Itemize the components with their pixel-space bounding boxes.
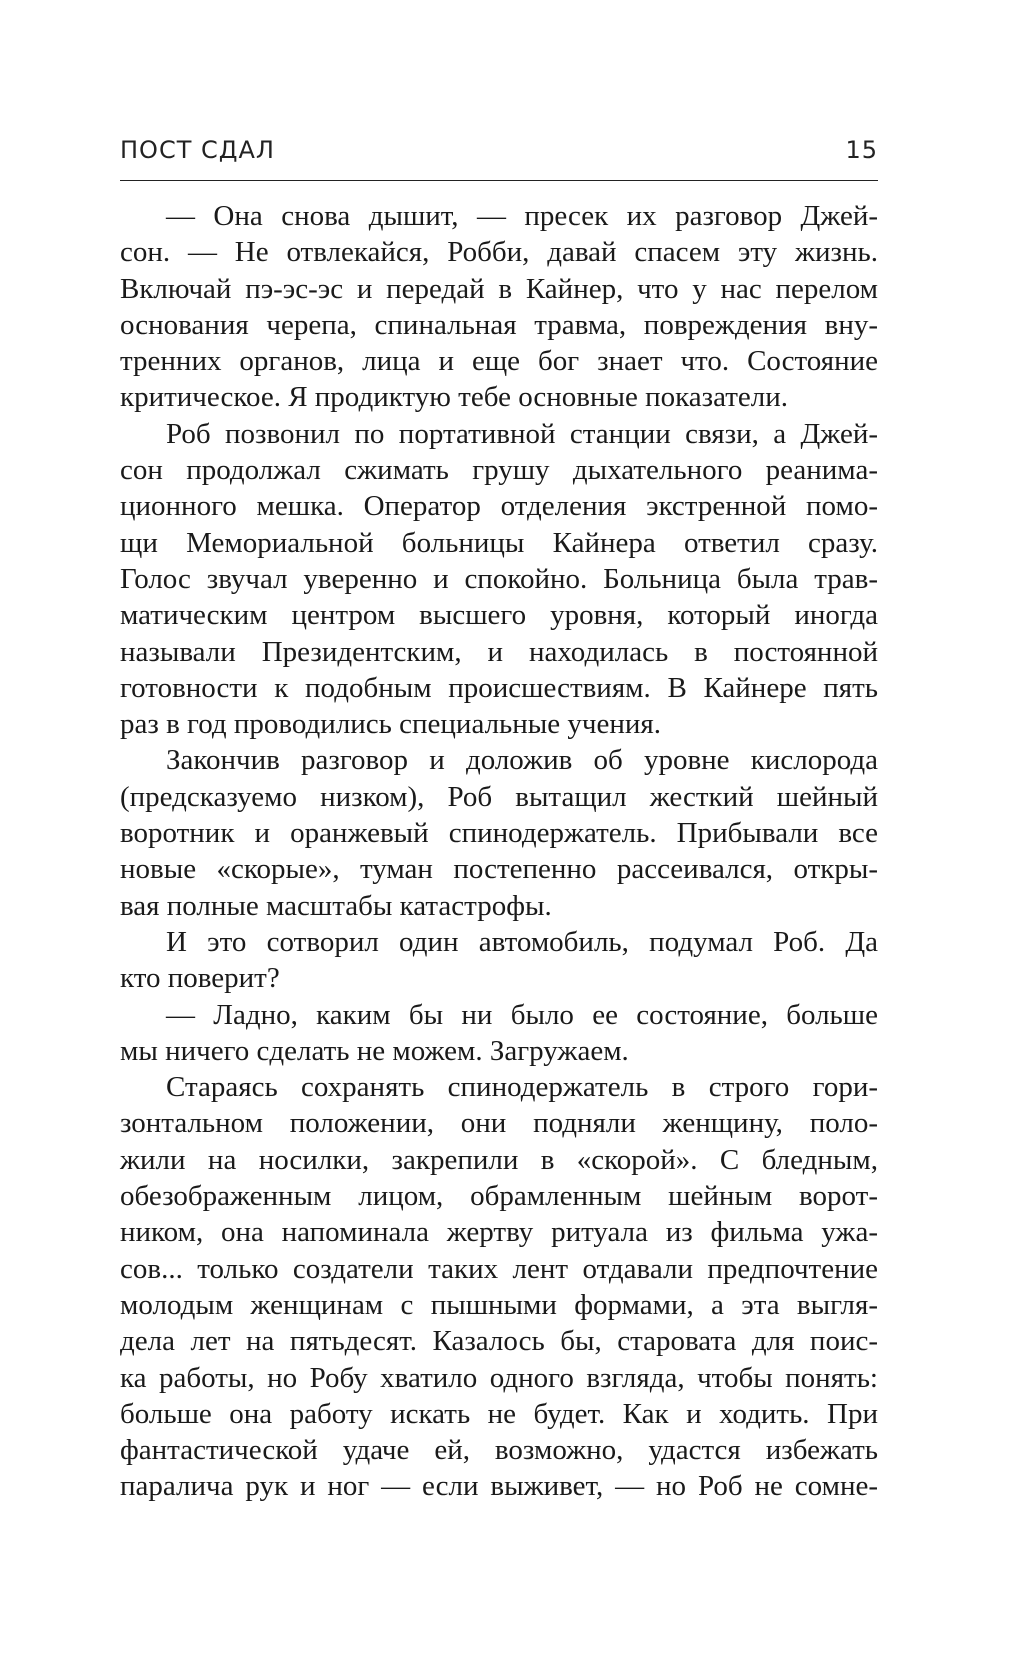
text-line: зонтальном положении, они подняли женщину, поло- xyxy=(120,1107,878,1140)
text-line: щи Мемориальной больницы Кайнера ответил сразу. xyxy=(120,526,878,559)
text-line: новые «скорые», туман постепенно рассеивался, откры- xyxy=(120,853,878,886)
text-line: больше она работу искать не будет. Как и ходить. При xyxy=(120,1397,878,1430)
text-line: раз в год проводились специальные учения. xyxy=(120,708,661,741)
text-line: сов... только создатели таких лент отдавали предпочтение xyxy=(120,1252,878,1285)
text-line: обезображенным лицом, обрамленным шейным ворот- xyxy=(120,1180,878,1213)
text-line: Голос звучал уверенно и спокойно. Больница была трав- xyxy=(120,562,878,595)
text-line: мы ничего сделать не можем. Загружаем. xyxy=(120,1034,629,1067)
header-rule xyxy=(120,180,878,181)
body-text xyxy=(120,198,878,1505)
running-head xyxy=(120,136,878,166)
text-line: Закончив разговор и доложив об уровне кислорода xyxy=(166,744,878,777)
text-line: — Она снова дышит, — пресек их разговор Джей- xyxy=(166,200,878,232)
text-line: основания черепа, спинальная травма, повреждения вну- xyxy=(120,308,878,341)
text-line: вая полные масштабы катастрофы. xyxy=(120,889,552,922)
text-line: сон продолжал сжимать грушу дыхательного реанима- xyxy=(120,454,878,487)
text-line: тренних органов, лица и еще бог знает что. Состояние xyxy=(120,345,878,378)
text-line: ником, она напоминала жертву ритуала из фильма ужа- xyxy=(120,1216,878,1249)
text-line: Стараясь сохранять спинодержатель в строго гори- xyxy=(166,1071,878,1104)
text-line: матическим центром высшего уровня, который иногда xyxy=(120,599,878,632)
text-line: критическое. Я продиктую тебе основные показатели. xyxy=(120,381,789,414)
text-line: воротник и оранжевый спинодержатель. Прибывали все xyxy=(120,817,878,850)
running-head-title: ПОСТ СДАЛ xyxy=(120,136,275,164)
text-line: (предсказуемо низком), Роб вытащил жесткий шейный xyxy=(120,780,878,813)
text-line: Включай пэ-эс-эс и передай в Кайнер, что у нас перелом xyxy=(120,272,878,305)
text-line: жили на носилки, закрепили в «скорой». С бледным, xyxy=(120,1143,878,1176)
book-page xyxy=(120,0,878,1654)
text-line: ка работы, но Робу хватило одного взгляда, чтобы понять: xyxy=(120,1361,878,1394)
page-number: 15 xyxy=(845,136,878,164)
text-line: фантастической удаче ей, возможно, удастся избежать xyxy=(120,1434,878,1467)
text-line: — Ладно, каким бы ни было ее состояние, больше xyxy=(166,998,878,1031)
text-line: готовности к подобным происшествиям. В Кайнере пять xyxy=(120,671,878,704)
text-line: И это сотворил один автомобиль, подумал Роб. Да xyxy=(166,925,878,958)
text-line: сон. — Не отвлекайся, Робби, давай спасем эту жизнь. xyxy=(120,236,878,269)
text-line: молодым женщинам с пышными формами, а эта выгля- xyxy=(120,1288,878,1321)
text-line: Роб позвонил по портативной станции связи, а Джей- xyxy=(166,417,878,450)
text-line: паралича рук и ног — если выживет, — но Роб не сомне- xyxy=(120,1470,878,1503)
text-line: дела лет на пятьдесят. Казалось бы, старовата для поис- xyxy=(120,1325,878,1358)
text-line: кто поверит? xyxy=(120,962,280,995)
text-line: называли Президентским, и находилась в постоянной xyxy=(120,635,878,668)
text-line: ционного мешка. Оператор отделения экстренной помо- xyxy=(120,490,878,523)
